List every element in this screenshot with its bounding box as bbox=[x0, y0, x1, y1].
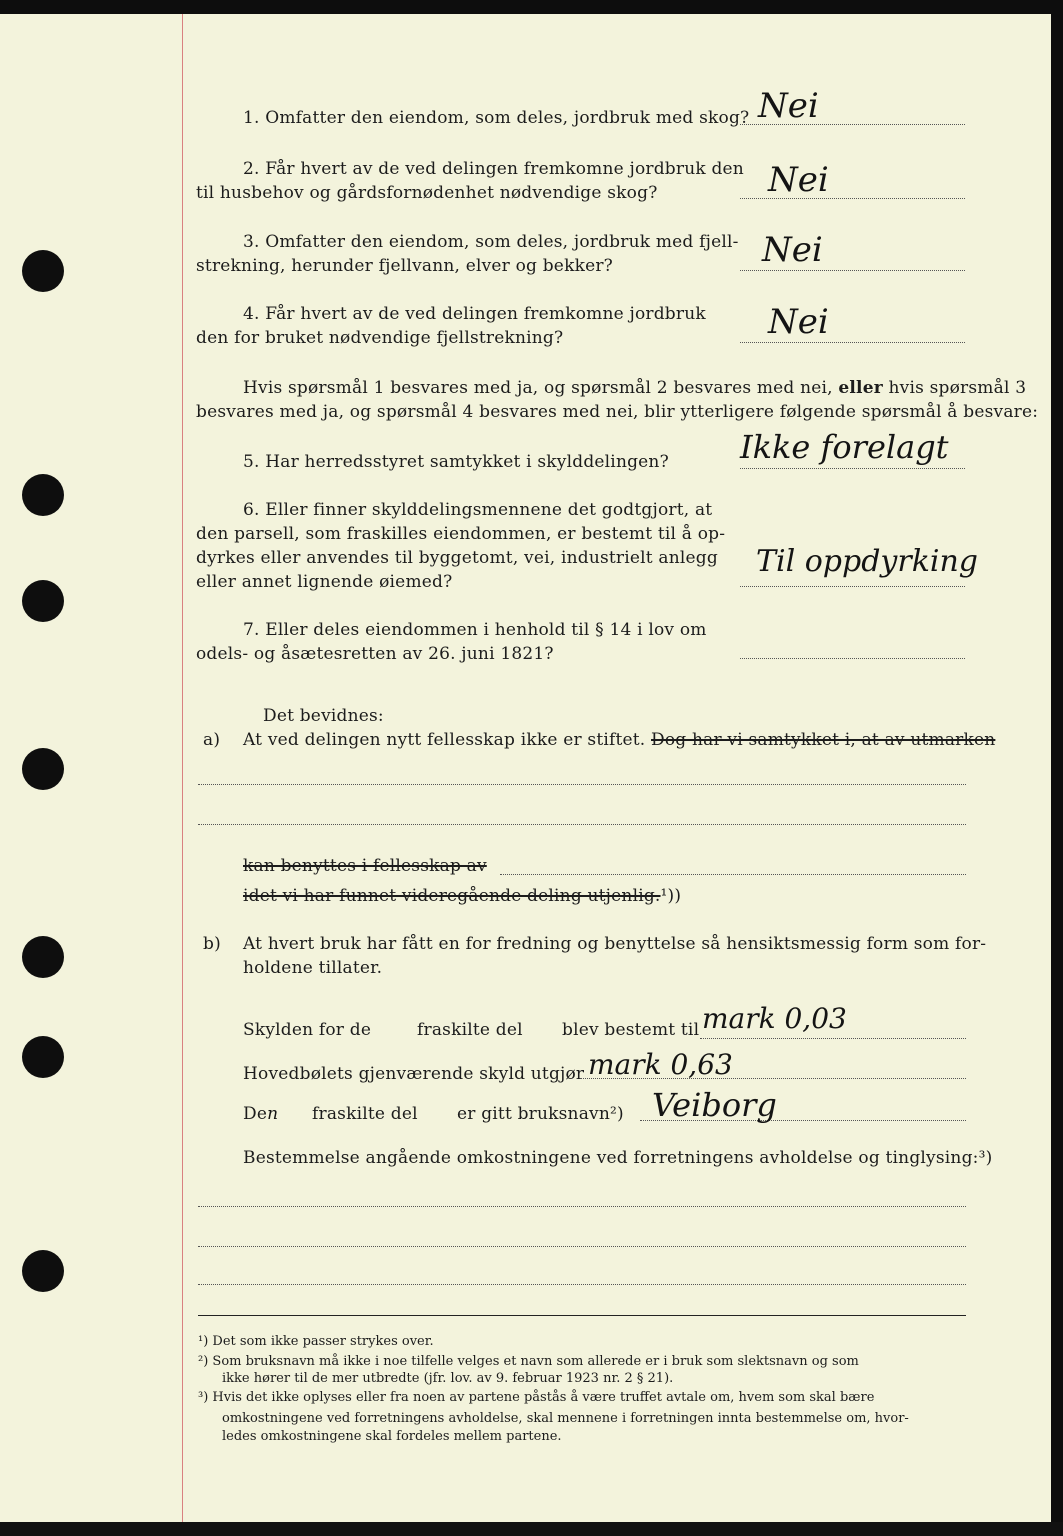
navn-label: Den bbox=[243, 1104, 279, 1124]
scan-border-right bbox=[1051, 0, 1063, 1536]
question-6-line-3: dyrkes eller anvendes til byggetomt, vei, industrielt anlegg bbox=[196, 548, 718, 568]
question-7-line-1: 7. Eller deles eiendommen i henhold til § 14 i lov om bbox=[243, 620, 707, 640]
punch-hole bbox=[22, 474, 64, 516]
answer-line-4 bbox=[740, 342, 965, 343]
blank-line bbox=[500, 874, 966, 875]
question-6-line-1: 6. Eller finner skylddelingsmennene det godtgjort, at bbox=[243, 500, 713, 520]
punch-hole bbox=[22, 936, 64, 978]
skyld-value: mark 0,03 bbox=[702, 1002, 847, 1035]
attest-heading: Det bevidnes: bbox=[263, 706, 384, 726]
footnote-3-line-1: ³) Hvis det ikke oplyses eller fra noen av partene påstås å være truffet avtale om, hvem som skal bære bbox=[198, 1390, 875, 1405]
blank-line bbox=[198, 1284, 966, 1285]
attest-b-label: b) bbox=[203, 934, 221, 954]
question-6-line-4: eller annet lignende øiemed? bbox=[196, 572, 453, 592]
struck-line-2: idet vi har funnet videregående deling utjenlig.¹)) bbox=[243, 886, 682, 906]
question-1: 1. Omfatter den eiendom, som deles, jordbruk med skog? bbox=[243, 108, 750, 128]
skyld-label: Skylden for de bbox=[243, 1020, 372, 1040]
answer-1: Nei bbox=[758, 86, 819, 126]
question-2-line-1: 2. Får hvert av de ved delingen fremkomne jordbruk den bbox=[243, 159, 744, 179]
footnote-separator bbox=[198, 1315, 966, 1316]
skyld-value-line bbox=[700, 1038, 966, 1039]
answer-line-6 bbox=[740, 586, 965, 587]
blank-line bbox=[198, 784, 966, 785]
answer-line-5 bbox=[740, 468, 965, 469]
punch-hole bbox=[22, 580, 64, 622]
answer-line-7 bbox=[740, 658, 965, 659]
blank-line bbox=[198, 1246, 966, 1247]
footnote-3-line-3: ledes omkostningene skal fordeles mellem partene. bbox=[222, 1429, 562, 1444]
question-3-line-1: 3. Omfatter den eiendom, som deles, jordbruk med fjell- bbox=[243, 232, 739, 252]
struck-line-1: kan benyttes i fellesskap av bbox=[243, 856, 487, 876]
footnote-1: ¹) Det som ikke passer strykes over. bbox=[198, 1334, 434, 1349]
answer-2: Nei bbox=[768, 160, 829, 200]
footnote-2-line-1: ²) Som bruksnavn må ikke i noe tilfelle velges et navn som allerede er i bruk som slektsnavn og som bbox=[198, 1354, 859, 1369]
footnote-2-line-2: ikke hører til de mer utbredte (jfr. lov. av 9. februar 1923 nr. 2 § 21). bbox=[222, 1371, 674, 1386]
intro-line-1: Hvis spørsmål 1 besvares med ja, og spørsmål 2 besvares med nei, eller hvis spørsmål 3 bbox=[243, 378, 1027, 398]
question-2-line-2: til husbehov og gårdsfornødenhet nødvendige skog? bbox=[196, 183, 658, 203]
blank-line bbox=[198, 1206, 966, 1207]
navn-label-2: fraskilte del bbox=[312, 1104, 418, 1124]
question-6-line-2: den parsell, som fraskilles eiendommen, er bestemt til å op- bbox=[196, 524, 726, 544]
skyld-label-2: fraskilte del bbox=[417, 1020, 523, 1040]
hoved-value: mark 0,63 bbox=[588, 1048, 733, 1081]
punch-hole bbox=[22, 1036, 64, 1078]
attest-b-line-1: At hvert bruk har fått en for fredning og benyttelse så hensiktsmessig form som for- bbox=[243, 934, 987, 954]
scan-border-bottom bbox=[0, 1522, 1063, 1536]
navn-value: Veiborg bbox=[652, 1086, 777, 1124]
footnote-3-line-2: omkostningene ved forretningens avholdelse, skal mennene i forretningen inntа bestemmelse om, hvor- bbox=[222, 1411, 909, 1426]
scan-border-top bbox=[0, 0, 1063, 14]
punch-hole bbox=[22, 748, 64, 790]
margin-line bbox=[182, 14, 183, 1522]
attest-a-label: a) bbox=[203, 730, 221, 750]
question-4-line-1: 4. Får hvert av de ved delingen fremkomne jordbruk bbox=[243, 304, 706, 324]
question-4-line-2: den for bruket nødvendige fjellstrekning? bbox=[196, 328, 564, 348]
navn-label-3: er gitt bruksnavn²) bbox=[457, 1104, 624, 1124]
punch-hole bbox=[22, 1250, 64, 1292]
blank-line bbox=[198, 824, 966, 825]
answer-3: Nei bbox=[762, 230, 823, 270]
attest-a-text: At ved delingen nytt fellesskap ikke er stiftet. Dog har vi samtykket i, at av utmarken bbox=[243, 730, 996, 750]
question-3-line-2: strekning, herunder fjellvann, elver og bekker? bbox=[196, 256, 613, 276]
skyld-label-3: blev bestemt til bbox=[562, 1020, 700, 1040]
hoved-label: Hovedbølets gjenværende skyld utgjør bbox=[243, 1064, 585, 1084]
bestemmelse-label: Bestemmelse angående omkostningene ved forretningens avholdelse og tinglysing:³) bbox=[243, 1148, 993, 1168]
answer-6: Til oppdyrking bbox=[756, 544, 978, 579]
attest-b-line-2: holdene tillater. bbox=[243, 958, 383, 978]
question-7-line-2: odels- og åsætesretten av 26. juni 1821? bbox=[196, 644, 554, 664]
punch-hole bbox=[22, 250, 64, 292]
question-5: 5. Har herredsstyret samtykket i skylddelingen? bbox=[243, 452, 669, 472]
answer-5: Ikke forelagt bbox=[740, 428, 949, 466]
answer-line-3 bbox=[740, 270, 965, 271]
intro-line-2: besvares med ja, og spørsmål 4 besvares med nei, blir ytterligere følgende spørsmål å besvare: bbox=[196, 402, 1039, 422]
answer-4: Nei bbox=[768, 302, 829, 342]
